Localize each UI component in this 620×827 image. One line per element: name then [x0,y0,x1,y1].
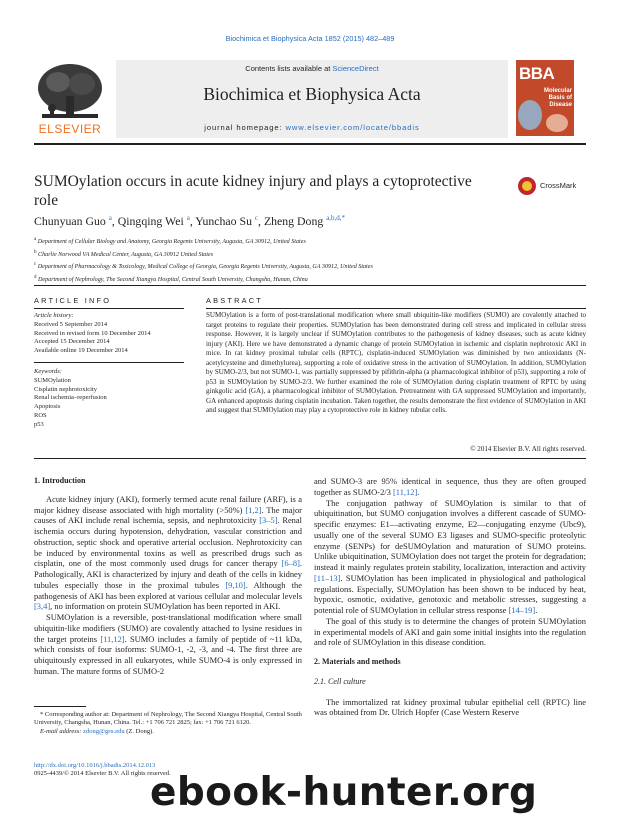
history-rule [34,362,184,363]
keyword[interactable]: ROS [34,411,47,419]
section-heading-methods: 2. Materials and methods [314,657,401,666]
citation-link[interactable]: [11,12] [392,486,418,497]
citation-link[interactable]: [6–8] [281,558,300,569]
article-history [34,312,184,356]
author-name[interactable]: Yunchao Su [195,214,252,228]
history-item: Available online 19 December 2014 [34,347,128,355]
keyword[interactable]: Renal ischemia–reperfusion [34,394,107,402]
cover-illustration-2 [546,114,568,132]
crossmark-icon [518,177,536,195]
paragraph: The conjugation pathway of SUMOylation is similar to that of ubiquitination, but SUMO conjugation involves a different cascade of SUMO-specific enzymes: E1—activating enzyme, E2—conjugating enzyme (Ubc9), usually one of the several SUMO E3 ligases and SUMO-specific proteolytic enzyme (SENPs) for deSUMOylation and maturation of SUMO proteins. Unlike ubiquitination, SUMOylation does not target the protein for degradation; instead it mainly regulates protein stability, localization, interaction and activity [11–13]. SUMOylation has been implicated in physiological and pathological regulations. Especially, SUMOylation has been shown to be induced by heat, hypoxic, osmotic, oxidative, genotoxic and metabolic stresses, suggesting a potential role of SUMOylation in cellular stress response [14–19]. [314,497,586,615]
keyword[interactable]: Apoptosis [34,403,61,411]
citation-link[interactable]: [11,12] [100,633,125,644]
watermark: ebook-hunter.org [150,770,538,815]
keywords-label: Keywords: [34,368,62,375]
affiliations-rule [34,285,586,286]
citation-link[interactable]: [3–5] [259,515,278,526]
citation-link[interactable]: [1,2] [245,504,262,515]
author-name[interactable]: Chunyuan Guo [34,214,106,228]
keyword[interactable]: Cisplatin nephrotoxicity [34,385,98,393]
footnote-text: * Corresponding author at: Department of Nephrology, The Second Xiangya Hospital, Central South University, Changsha, Hunan, China. Tel.: +1 706 721 2825; fax: +1 706 721 6120. [34,711,302,727]
author-affil-sup[interactable]: a,b,d,* [326,214,346,223]
history-label: Article history: [34,312,74,319]
sciencedirect-link[interactable]: ScienceDirect [332,64,379,73]
journal-reference[interactable]: Biochimica et Biophysica Acta 1852 (2015) 482–489 [225,34,395,43]
doi-link[interactable]: http://dx.doi.org/10.1016/j.bbadis.2014.12.013 [34,762,156,769]
email-label: E-mail address: [40,727,84,735]
crossmark-badge[interactable] [518,177,596,197]
citation-link[interactable]: [14–19] [508,605,536,615]
paragraph: SUMOylation is a reversible, post-translational modification where small ubiquitin-like modifiers (SUMO) are covalently attached to lysine residues in the target proteins [11,12]. SUMO includes a family of peptide of ~11 kDa, which consists of four isoforms: SUMO-1, -2, -3, and -4. The first three are ubiquitously expressed in all eukaryotes, while SUMO-4 is only expressed in human. The mature forms of SUMO-2 [34,612,302,676]
subsection-heading-cell-culture: 2.1. Cell culture [314,676,366,686]
keywords [34,368,184,430]
author-affil-sup[interactable]: a [108,214,112,223]
email-link[interactable]: zdong@gru.edu [83,727,125,735]
affiliation: $^d$ Department of Nephrology, The Second Xiangya Hospital, Central South University, Changsha, Hunan, China [34,274,308,283]
abstract-rule [206,308,586,309]
issn-copyright: 0925-4439/© 2014 Elsevier B.V. All rights reserved. [34,770,171,778]
footnote-rule [34,706,86,707]
history-item: Accepted 15 December 2014 [34,338,110,346]
homepage-link[interactable]: www.elsevier.com/locate/bbadis [285,123,420,132]
abstract-copyright: © 2014 Elsevier B.V. All rights reserved. [470,445,586,453]
paragraph: The goal of this study is to determine the changes of protein SUMOylation in experimental models of AKI and gain some initial insights into the regulation and role of SUMOylation in this disease condition. [314,615,586,648]
author-name[interactable]: Qingqing Wei [117,214,184,228]
paragraph: Acute kidney injury (AKI), formerly termed acute renal failure (ARF), is a major kidney disease associated with high mortality (>50%) [1,2]. The major causes of AKI include renal ischemia, sepsis, and nephrotoxicity [3–5]. Renal ischemia occurs during hypotension, dehydration, vascular constriction and obstruction, septic shock and operative arterial occlusion. Nephrotoxicity can be induced by environmental toxins as well as prescribed drugs such as cisplatin, one of the most commonly used drugs for cancer therapy [6–8]. Pathologically, AKI is characterized by injury and death of the cells in kidney tubules especially those in the proximal tubules [9,10]. Although the pathogenesis of AKI has been explored at various cellular and molecular levels [3,4], no information on protein SUMOylation has been reported in AKI. [34,493,303,612]
cover-illustration [518,100,542,130]
affiliation: $^c$ Department of Pharmacology & Toxicology, Medical College of Georgia, Georgia Regents University, Augusta, GA 30912, United States [34,262,373,271]
paragraph: and SUMO-3 are 95% identical in sequence, thus they are often grouped together as SUMO-2/3 [11,12]. [314,476,586,497]
keyword[interactable]: p53 [34,420,44,428]
abstract-text: SUMOylation is a form of post-translational modification where small ubiquitin-like modifiers (SUMO) are covalently attached to target proteins to regulate their properties. SUMOylation has been demonstrated during cell stress and implicated in cellular stress response. However, it is largely unclear if SUMOylation contributes to the pathogenesis of kidney diseases, such as acute kidney injury (AKI). Here we have demonstrated a dynamic change of protein SUMOylation in ischemic and cisplatin nephrotoxic AKI in mice. In rat kidney proximal tubular cells (RPTC), cisplatin-induced SUMOylation was diminished by two antioxidants (N-acetylcysteine and dimethylurea), supporting a role of oxidative stress in the activation of SUMOylation. In addition, SUMOylation by SUMO-2/3, but not SUMO-1, was partially suppressed by pifithrin-alpha (a pharmacological inhibitor of p53), supporting a role of p53 in SUMOylation by SUMO-2/3. We further examined the role of SUMOylation during cisplatin treatment of RPTC by using ginkgolic acid (GA), a pharmacological inhibitor of SUMOylation. Pretreatment with GA suppressed SUMOylation and importantly, GA enhanced apoptosis during cisplatin incubation. Taken together, the results demonstrate the first evidence of SUMOylation in AKI and suggest that SUMOylation may play a cytoprotective role in kidney tubular cells. [206,311,586,415]
affiliation: $^a$ Department of Cellular Biology and Anatomy, Georgia Regents University, Augusta, GA 30912, United States [34,237,306,246]
contents-available-line: Contents lists available at ScienceDirect [245,64,379,73]
paragraph: The immortalized rat kidney proximal tubular epithelial cell (RPTC) line was obtained from Dr. Ulrich Hopfer (Case Western Reserve [314,696,586,718]
journal-cover-image[interactable] [516,60,574,136]
article-title: SUMOylation occurs in acute kidney injury and plays a cytoprotective role [34,173,472,209]
abstract-bottom-rule [34,458,586,459]
affiliations [34,235,586,286]
journal-name: Biochimica et Biophysica Acta [203,84,421,104]
abstract-heading: ABSTRACT [206,296,264,305]
history-item: Received in revised form 10 December 2014 [34,329,151,337]
right-column [314,476,586,718]
author-name[interactable]: Zheng Dong [263,214,324,228]
article-info-rule [34,308,184,309]
left-column [34,476,302,677]
article-info-heading: ARTICLE INFO [34,296,112,305]
crossmark-label: CrossMark [540,181,577,190]
header-rule [34,143,586,145]
section-heading-introduction: 1. Introduction [34,476,86,485]
citation-link[interactable]: [11–13] [314,572,341,583]
author-affil-sup[interactable]: c [254,214,259,223]
affiliation: $^b$ Charlie Norwood VA Medical Center, Augusta, GA 30912 United States [34,249,214,258]
elsevier-wordmark: ELSEVIER [38,122,102,136]
citation-link[interactable]: [3,4] [34,601,51,612]
author-affil-sup[interactable]: a [186,214,190,223]
journal-homepage: journal homepage: www.elsevier.com/locate/bbadis [204,123,420,132]
cover-title: BBA [519,64,555,83]
cover-subtitle: Molecular Basis of Disease [543,88,572,108]
history-item: Received 5 September 2014 [34,320,108,328]
author-list: Chunyuan Guo $^a$, Qingqing Wei $^a$, Yunchao Su $^c$, Zheng Dong $^{a,b,d,*}$ [34,214,346,228]
citation-link[interactable]: [9,10] [225,579,246,590]
corresponding-author-footnote: * Corresponding author at: Department of Nephrology, The Second Xiangya Hospital, Central South University, Changsha, Hunan, China. Tel.: +1 706 721 2825; fax: +1 706 721 6120. E-mail address: zdong@gru.edu (Z. Dong). [34,711,302,735]
keyword[interactable]: SUMOylation [34,376,71,384]
